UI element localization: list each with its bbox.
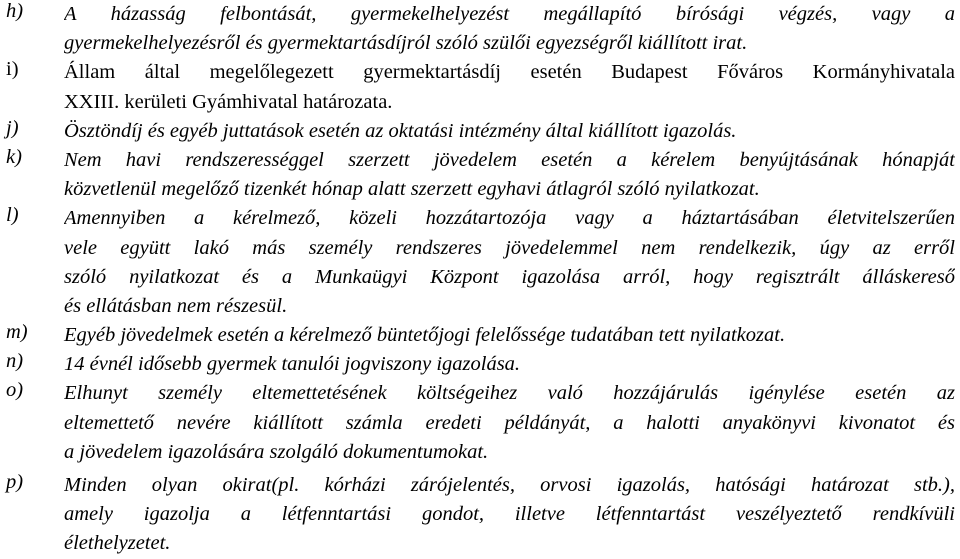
item-text-line: és ellátásban nem részesül. [64,294,288,317]
item-text-line: amely igazolja a létfenntartási gondot, illetve létfenntartást veszélyeztető rendkívüli [64,503,955,526]
item-letter: i) [6,58,19,81]
item-text-line: eltemettető nevére kiállított számla eredeti példányát, a halotti anyakönyvi kivonatot és [64,411,955,434]
item-text-line: élethelyzetet. [64,532,171,555]
list-item-i [0,58,960,116]
list-item-n [0,350,960,379]
item-text-line: Állam által megelőlegezett gyermektartásdíj esetén Budapest Főváros Kormányhivatala [64,61,955,84]
item-letter: l) [6,204,19,227]
item-text-line: A házasság felbontását, gyermekelhelyezést megállapító bírósági végzés, vagy a [64,3,955,25]
list-item-j [0,117,960,146]
list-item-l [0,204,960,321]
item-letter: h) [6,0,24,22]
item-text-line: Nem havi rendszerességgel szerzett jövedelem esetén a kérelem benyújtásának hónapját [64,148,955,171]
item-letter: j) [6,116,19,139]
item-text-line: gyermekelhelyezésről és gyermektartásdíjról szóló szülői egyezségről kiállított irat. [64,32,748,55]
item-text-line: Ösztöndíj és egyéb juttatások esetén az oktatási intézmény által kiállított igazolás. [64,119,737,142]
list-item-m [0,321,960,350]
item-letter: k) [6,145,22,168]
list-item-o [0,379,960,467]
item-text-line: Minden olyan okirat(pl. kórházi zárójelentés, orvosi igazolás, hatósági határozat stb.), [64,474,955,496]
item-text-line: Elhunyt személy eltemettetésének költségeihez való hozzájárulás igénylése esetén az [64,382,955,405]
item-text-line: Egyéb jövedelmek esetén a kérelmező büntetőjogi felelőssége tudatában tett nyilatkozat. [64,324,786,347]
item-text-line: Amennyiben a kérelmező, közeli hozzátartozója vagy a háztartásában életvitelszerűen [64,207,955,230]
item-text-line: 14 évnél idősebb gyermek tanulói jogviszony igazolása. [64,353,521,376]
list-item-p [0,471,960,559]
item-text-line: a jövedelem igazolására szolgáló dokumentumokat. [64,440,489,463]
item-text-line: szóló nyilatkozat és a Munkaügyi Központ igazolása arról, hogy regisztrált álláskereső [64,265,955,288]
item-letter: p) [6,471,24,493]
item-letter: o) [6,379,24,402]
list-item-h [0,0,960,58]
item-letter: n) [6,350,24,373]
item-text-line: XXIII. kerületi Gyámhivatal határozata. [64,90,393,113]
item-text-line: közvetlenül megelőző tizenkét hónap alatt szerzett egyhavi átlagról szóló nyilatkozat. [64,178,760,201]
list-item-k [0,146,960,204]
item-letter: m) [6,321,28,344]
item-text-line: vele együtt lakó más személy rendszeres jövedelemmel nem rendelkezik, úgy az erről [64,236,955,259]
